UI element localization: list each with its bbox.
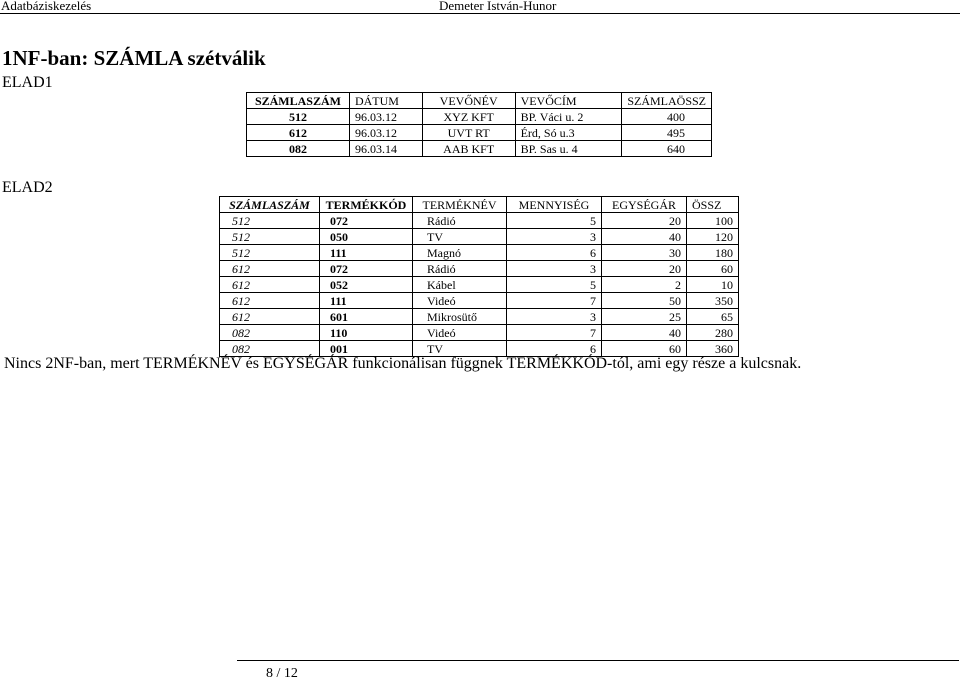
table-cell: 6 xyxy=(507,245,602,261)
table-cell: 495 xyxy=(622,125,712,141)
table-cell: 30 xyxy=(602,245,687,261)
column-header: DÁTUM xyxy=(349,93,422,109)
table-cell: TV xyxy=(413,229,507,245)
column-header: SZÁMLASZÁM xyxy=(247,93,350,109)
table-cell: 612 xyxy=(220,261,320,277)
table-cell: Videó xyxy=(413,325,507,341)
table-cell: Mikrosütő xyxy=(413,309,507,325)
table-cell: 512 xyxy=(220,229,320,245)
table-cell: 5 xyxy=(507,213,602,229)
table-cell: 60 xyxy=(687,261,739,277)
table-cell: 7 xyxy=(507,293,602,309)
table-cell: BP. Váci u. 2 xyxy=(515,109,622,125)
table-row xyxy=(247,141,712,157)
table-cell: 400 xyxy=(622,109,712,125)
table-cell: 512 xyxy=(220,213,320,229)
table-cell: 100 xyxy=(687,213,739,229)
table-row xyxy=(220,245,739,261)
table-cell: 2 xyxy=(602,277,687,293)
page-header xyxy=(0,0,960,14)
table-cell: 640 xyxy=(622,141,712,157)
table-cell: 60 xyxy=(602,341,687,357)
table-row xyxy=(220,261,739,277)
table-cell: 360 xyxy=(687,341,739,357)
table-cell: 50 xyxy=(602,293,687,309)
table-cell: UVT RT xyxy=(422,125,515,141)
elad2-table xyxy=(219,196,739,357)
elad1-label: ELAD1 xyxy=(2,74,53,91)
table-row xyxy=(220,293,739,309)
table-row xyxy=(220,309,739,325)
column-header: SZÁMLASZÁM xyxy=(220,197,320,213)
table-cell: 612 xyxy=(220,293,320,309)
table-cell: 072 xyxy=(320,261,413,277)
column-header: TERMÉKKÓD xyxy=(320,197,413,213)
table-cell: AAB KFT xyxy=(422,141,515,157)
table-header-row xyxy=(220,197,739,213)
table-cell: 512 xyxy=(220,245,320,261)
table-cell: 082 xyxy=(220,325,320,341)
table-cell: 111 xyxy=(320,245,413,261)
footer-rule xyxy=(237,660,959,661)
page-number: 8 / 12 xyxy=(266,666,298,681)
table-cell: 111 xyxy=(320,293,413,309)
table-cell: 20 xyxy=(602,261,687,277)
table-cell: 96.03.12 xyxy=(349,109,422,125)
table-cell: 3 xyxy=(507,261,602,277)
table-cell: Kábel xyxy=(413,277,507,293)
table-cell: 20 xyxy=(602,213,687,229)
table-cell: 40 xyxy=(602,325,687,341)
table-cell: Videó xyxy=(413,293,507,309)
table-cell: Érd, Só u.3 xyxy=(515,125,622,141)
elad2-label: ELAD2 xyxy=(2,179,53,196)
table-cell: 96.03.14 xyxy=(349,141,422,157)
table-header-row xyxy=(247,93,712,109)
table-cell: 5 xyxy=(507,277,602,293)
table-cell: 082 xyxy=(220,341,320,357)
column-header: TERMÉKNÉV xyxy=(413,197,507,213)
table-cell: 180 xyxy=(687,245,739,261)
table-cell: 7 xyxy=(507,325,602,341)
table-cell: 40 xyxy=(602,229,687,245)
table-cell: 280 xyxy=(687,325,739,341)
table-cell: 050 xyxy=(320,229,413,245)
table-cell: Rádió xyxy=(413,261,507,277)
header-author: Demeter István-Hunor xyxy=(439,0,557,13)
table-cell: 350 xyxy=(687,293,739,309)
table-cell: 96.03.12 xyxy=(349,125,422,141)
column-header: SZÁMLAÖSSZ xyxy=(622,93,712,109)
table-cell: 601 xyxy=(320,309,413,325)
table-cell: Rádió xyxy=(413,213,507,229)
table-cell: 25 xyxy=(602,309,687,325)
table-cell: 612 xyxy=(220,277,320,293)
table-cell: TV xyxy=(413,341,507,357)
table-cell: 3 xyxy=(507,229,602,245)
table-cell: 052 xyxy=(320,277,413,293)
elad1-table xyxy=(246,92,712,157)
header-course-title: Adatbáziskezelés xyxy=(1,0,92,13)
table-cell: 10 xyxy=(687,277,739,293)
column-header: VEVŐCÍM xyxy=(515,93,622,109)
table-row xyxy=(220,325,739,341)
table-cell: 120 xyxy=(687,229,739,245)
column-header: EGYSÉGÁR xyxy=(602,197,687,213)
table-cell: Magnó xyxy=(413,245,507,261)
table-cell: 612 xyxy=(247,125,350,141)
table-row xyxy=(220,213,739,229)
column-header: ÖSSZ xyxy=(687,197,739,213)
column-header: MENNYISÉG xyxy=(507,197,602,213)
table-cell: 110 xyxy=(320,325,413,341)
table-cell: BP. Sas u. 4 xyxy=(515,141,622,157)
column-header: VEVŐNÉV xyxy=(422,93,515,109)
table-cell: XYZ KFT xyxy=(422,109,515,125)
table-row xyxy=(247,125,712,141)
normal-form-note: Nincs 2NF-ban, mert TERMÉKNÉV és EGYSÉGÁR funkcionálisan függnek TERMÉKKÓD-tól, ami egy része a kulcsnak. xyxy=(4,355,802,372)
page-title: 1NF-ban: SZÁMLA szétválik xyxy=(2,46,266,70)
table-cell: 3 xyxy=(507,309,602,325)
table-cell: 082 xyxy=(247,141,350,157)
table-cell: 65 xyxy=(687,309,739,325)
table-cell: 001 xyxy=(320,341,413,357)
table-row xyxy=(220,277,739,293)
table-row xyxy=(220,229,739,245)
table-cell: 512 xyxy=(247,109,350,125)
table-row xyxy=(247,109,712,125)
table-cell: 072 xyxy=(320,213,413,229)
table-cell: 612 xyxy=(220,309,320,325)
table-cell: 6 xyxy=(507,341,602,357)
